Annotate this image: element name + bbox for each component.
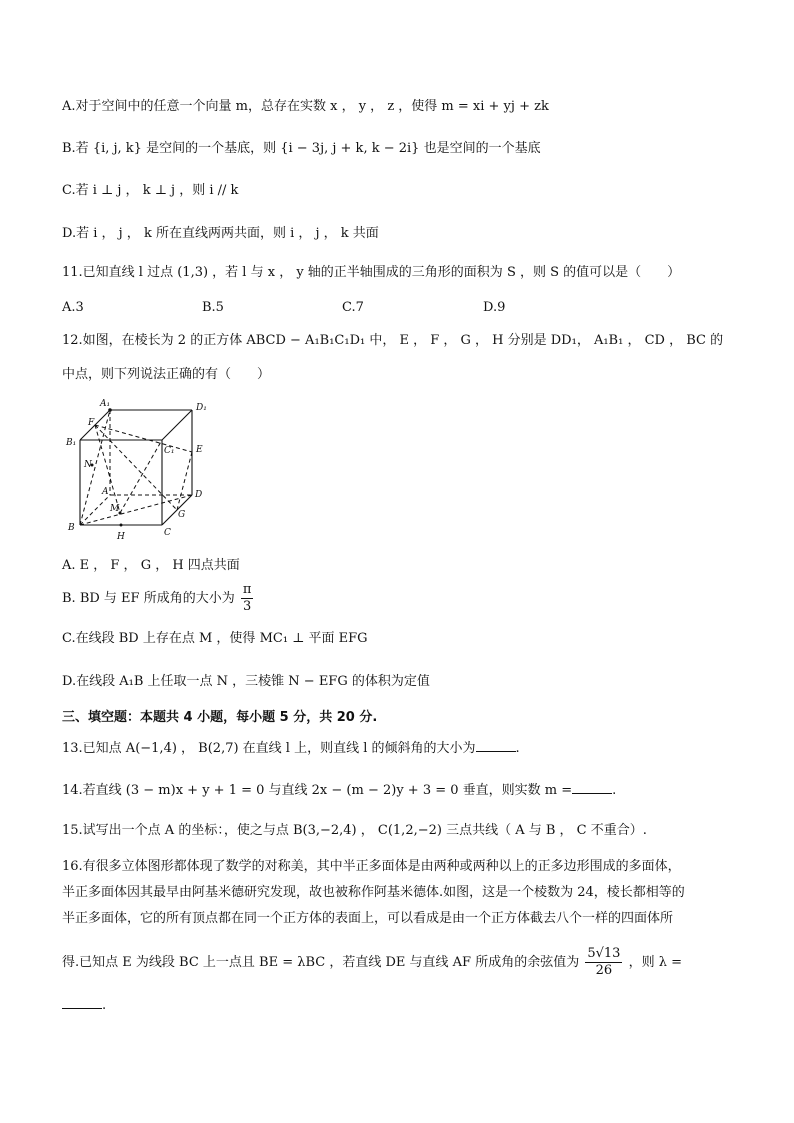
label-c: C [164,528,171,538]
q12-option-c: C.在线段 BD 上存在点 M ，使得 MC₁ ⊥ 平面 EFG [62,631,368,646]
fraction-numerator: π [242,582,252,597]
q15: 15.试写出一个点 A 的坐标：，使之与点 B(3,−2,4) ， C(1,2,−2) 三点共线（ A 与 B ， C 不重合）. [62,823,647,838]
fraction-pi-over-3 [241,582,254,615]
q13-text: 13.已知点 A(−1,4) ， B(2,7) 在直线 l 上，则直线 l 的倾斜角的大小为 [62,741,476,756]
q10-option-d: D.若 i ， j ， k 所在直线两两共面，则 i ， j ， k 共面 [62,226,379,241]
q16-line3: 半正多面体，它的所有顶点都在同一个正方体的表面上，可以看成是由一个正方体截去八个一样的四面体所 [62,911,674,926]
point-h [120,524,123,527]
label-d1: D₁ [196,403,207,413]
label-m: M [110,504,120,514]
label-b1: B₁ [66,438,77,448]
q11-option-d: D.9 [483,300,506,315]
q11-option-b: B.5 [202,300,224,315]
line-eg-hidden [177,452,192,510]
q12-stem-line1: 12.如图，在棱长为 2 的正方体 ABCD − A₁B₁C₁D₁ 中， E ， F ， G ， H 分别是 DD₁， A₁B₁ ， CD ， BC 的 [62,333,724,348]
q16-line4-end: ，则 λ = [628,955,682,970]
answer-blank [476,739,516,752]
line-bd-hidden [80,495,192,525]
q16-line1: 16.有很多立体图形都体现了数学的对称美，其中半正多面体是由两种或两种以上的正多边形围成的多面体， [62,859,681,874]
q12-option-a: A. E ， F ， G ， H 四点共面 [62,558,240,573]
fraction-denominator: 26 [595,963,613,978]
q16-line4 [62,946,682,979]
section-heading: 三、填空题：本题共 4 小题，每小题 5 分，共 20 分. [62,710,378,725]
q11-option-a: A.3 [62,300,84,315]
label-d: D [195,490,203,500]
q16-line4-text: 得.已知点 E 为线段 BC 上一点且 BE = λBC ，若直线 DE 与直线 AF 所成角的余弦值为 [62,955,580,970]
label-h: H [117,532,125,542]
q10-option-a: A.对于空间中的任意一个向量 m，总存在实数 x ， y ， z ，使得 m = xi + yj + zk [62,99,549,114]
q11-stem: 11.已知直线 l 过点 (1,3) ，若 l 与 x ， y 轴的正半轴围成的三角形的面积为 S ，则 S 的值可以是（ ） [62,265,681,280]
q12-stem-line2: 中点，则下列说法正确的有（ ） [62,367,271,382]
q12-option-d: D.在线段 A₁B 上任取一点 N ，三棱锥 N − EFG 的体积为定值 [62,674,430,689]
q14-text: 14.若直线 (3 − m)x + y + 1 = 0 与直线 2x − (m − 2)y + 3 = 0 垂直，则实数 m = [62,783,573,798]
q16-answer: . [62,996,106,1015]
answer-blank [62,996,102,1009]
q12-option-b [62,582,255,615]
q14: 14.若直线 (3 − m)x + y + 1 = 0 与直线 2x − (m − 2)y + 3 = 0 垂直，则实数 m = . [62,783,617,798]
q11-option-c: C.7 [342,300,364,315]
answer-blank [572,781,612,794]
label-b: B [68,523,75,533]
fraction-cosine [585,946,622,979]
edge-d1c1 [162,410,192,440]
q16-line2: 半正多面体因其最早由阿基米德研究发现，故也被称作阿基米德体.如图，这是一个棱数为 24，棱长都相等的 [62,885,685,900]
q13: 13.已知点 A(−1,4) ， B(2,7) 在直线 l 上，则直线 l 的倾斜角的大小为 . [62,741,520,756]
label-a1: A₁ [100,399,111,409]
line-mc1-hidden [120,440,162,513]
label-n: N [84,460,92,470]
label-c1: C₁ [164,446,175,456]
q10-option-b: B.若 {i, j, k} 是空间的一个基底，则 {i − 3j, j + k, k − 2i} 也是空间的一个基底 [62,141,541,156]
label-f: F [88,418,95,428]
q12-option-b-text: B. BD 与 EF 所成角的大小为 [62,591,235,606]
label-g: G [178,510,186,520]
label-e: E [196,445,203,455]
fraction-numerator: 5√13 [587,946,621,961]
cube-figure [60,395,220,545]
label-a: A [102,487,109,497]
q10-option-c: C.若 i ⊥ j ， k ⊥ j ，则 i // k [62,183,239,198]
fraction-denominator: 3 [242,599,252,614]
line-fm-hidden [95,425,120,513]
